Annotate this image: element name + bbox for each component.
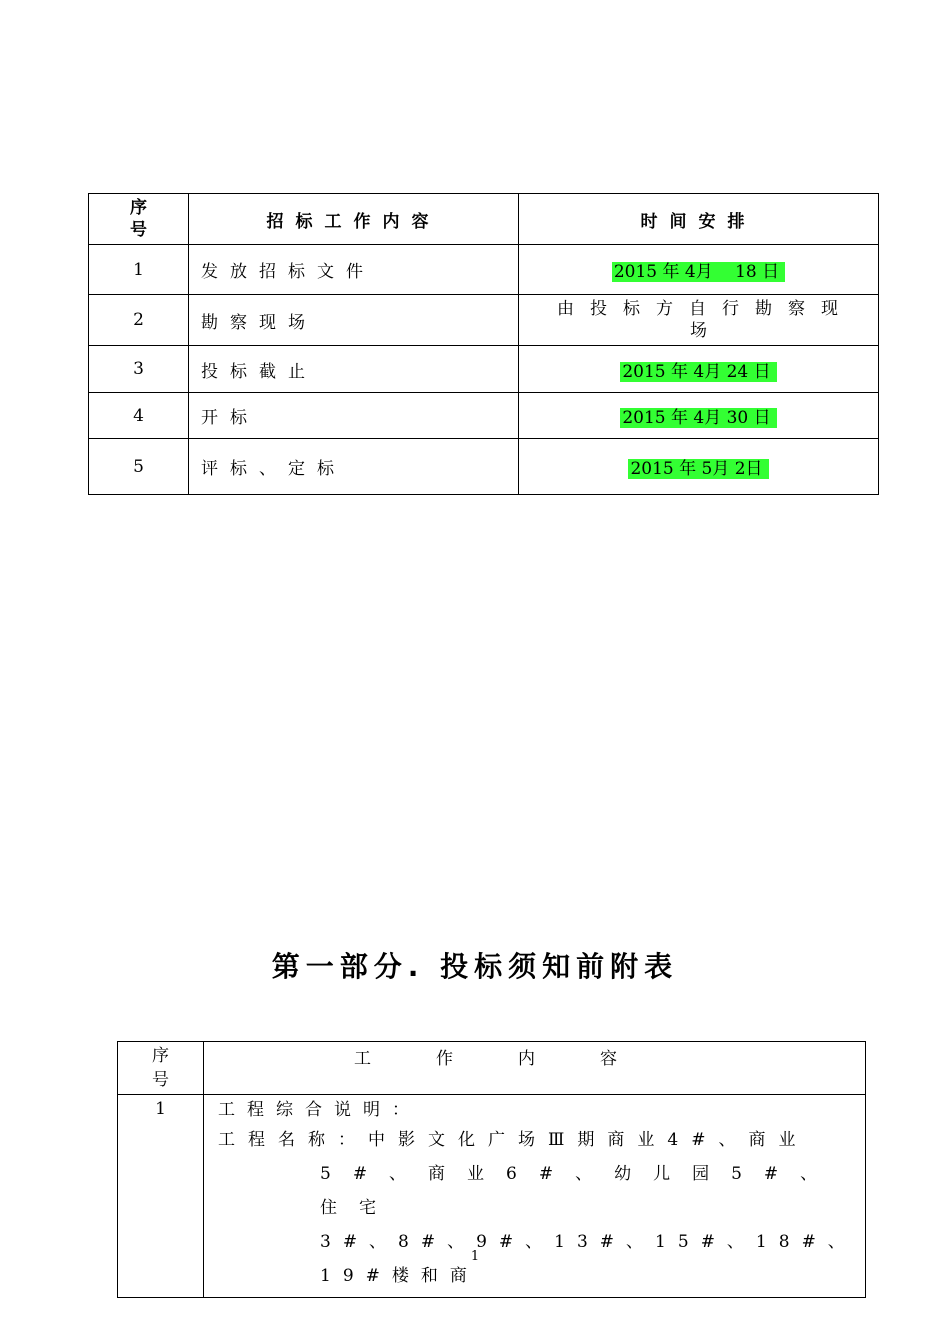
table-row [118, 1095, 866, 1298]
row-task: 勘察现场 [189, 295, 519, 346]
table-row [89, 346, 879, 393]
table-row [89, 393, 879, 439]
header-seq [118, 1042, 204, 1095]
highlighted-date: 2015 年 4月 18 日 [612, 262, 785, 282]
row-time [519, 346, 879, 393]
row-task: 发放招标文件 [189, 245, 519, 295]
row-time [519, 245, 879, 295]
time-line-2: 场 [690, 321, 707, 341]
content-line: 3#、8#、9#、13#、15#、18#、19#楼和商 [320, 1232, 857, 1286]
page-number: 1 [470, 1249, 480, 1264]
table-row [89, 439, 879, 495]
row-no: 4 [89, 393, 189, 439]
header-content: 招标工作内容 [189, 194, 519, 245]
row-time [519, 295, 879, 346]
highlighted-date: 2015 年 4月 24 日 [620, 362, 776, 382]
row-task: 评标、定标 [189, 439, 519, 495]
row-task: 开标 [189, 393, 519, 439]
section-title: 第一部分. 投标须知前附表 [271, 950, 679, 983]
content-line: 工程综合说明： [218, 1100, 421, 1120]
highlighted-date: 2015 年 4月 30 日 [620, 408, 776, 428]
row-time [519, 393, 879, 439]
row-time [519, 439, 879, 495]
header-seq [89, 194, 189, 245]
table-row [89, 245, 879, 295]
highlighted-date: 2015 年 5月 2日 [628, 459, 768, 479]
header-work: 工 作 内 容 [204, 1042, 866, 1095]
row-no: 1 [118, 1095, 204, 1298]
header-seq-text: 序号 [152, 1046, 169, 1090]
row-task: 投标截止 [189, 346, 519, 393]
content-line: 5#、商业6#、幼儿园5#、住宅 [320, 1164, 840, 1218]
row-content [204, 1095, 866, 1298]
appendix-header-row [118, 1042, 866, 1095]
header-seq-text: 序号 [130, 198, 147, 240]
row-no: 5 [89, 439, 189, 495]
row-no: 2 [89, 295, 189, 346]
time-line-1: 由投标方自行勘察现 [557, 299, 854, 319]
header-time: 时间安排 [519, 194, 879, 245]
content-line: 工程名称：中影文化广场Ⅲ期商业4#、商业 [218, 1130, 809, 1150]
row-no: 1 [89, 245, 189, 295]
schedule-header-row [89, 194, 879, 245]
bidding-schedule-table [88, 193, 879, 495]
row-no: 3 [89, 346, 189, 393]
table-row [89, 295, 879, 346]
